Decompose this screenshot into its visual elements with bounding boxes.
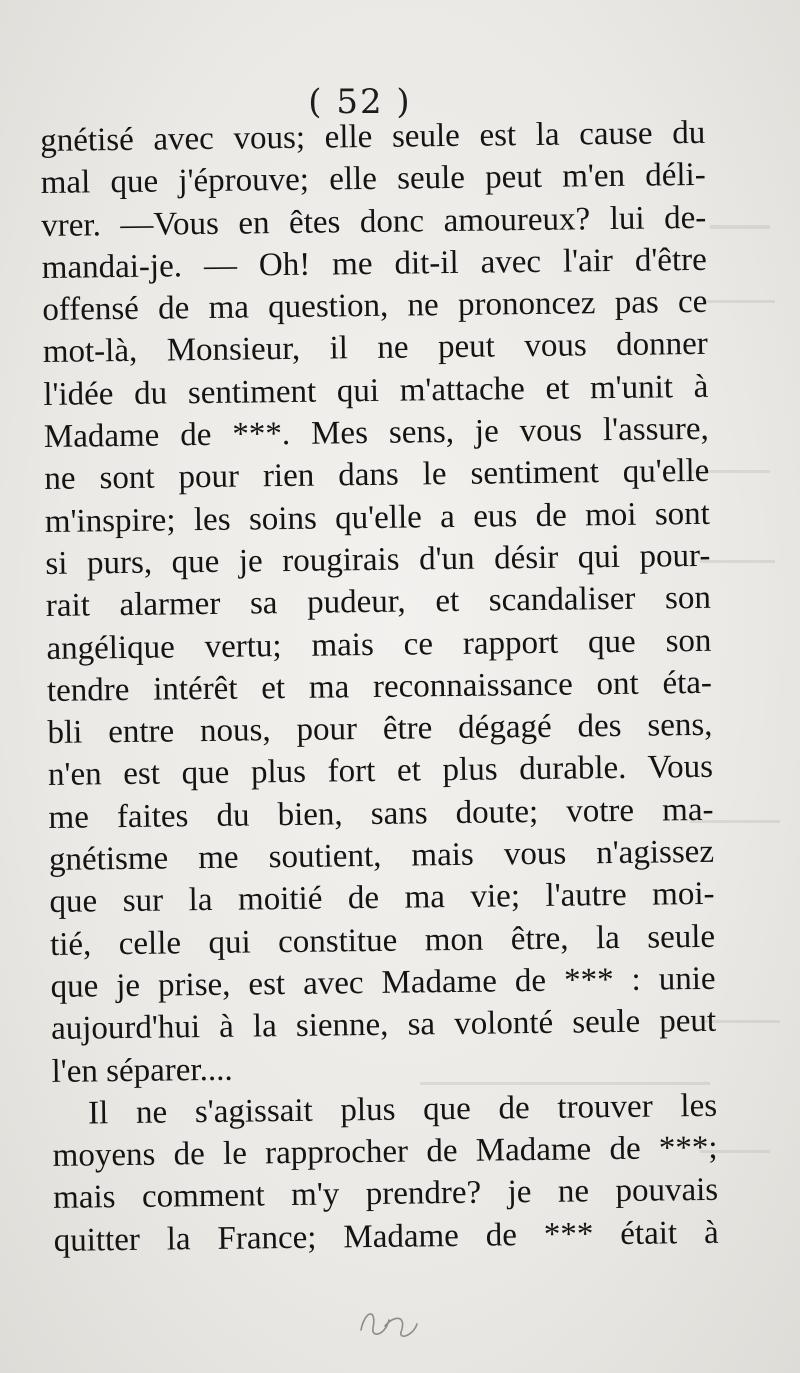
text-line: rait alarmer sa pudeur, et scandaliser son [45,580,712,625]
text-line: n'en est que plus fort et plus durable. Vous [47,749,714,794]
text-line: aujourd'hui à la sienne, sa volonté seule peut [50,1003,717,1048]
text-line: mal que j'éprouve; elle seule peut m'en déli- [40,157,706,202]
pencil-scribble-mark [355,1300,425,1345]
paragraph-start-line: Il ne s'agissait plus que de trouver les [87,1087,718,1132]
text-line: m'inspire; les soins qu'elle a eus de moi sont [44,495,711,540]
text-line: tendre intérêt et ma reconnaissance ont éta- [46,664,713,709]
text-line: Madame de ***. Mes sens, je vous l'assure, [43,410,710,456]
body-text [40,112,719,1262]
text-line: angélique vertu; mais ce rapport que son [46,622,712,667]
text-line: si purs, que je rougirais d'un désir qui pour- [45,537,711,582]
text-line: mot-là, Monsieur, il ne peut vous donner [42,326,709,371]
text-line: mandai-je. — Oh! me dit-il avec l'air d'être [41,241,707,286]
text-line: l'idée du sentiment qui m'attache et m'unit à [43,368,709,413]
text-line: vrer. —Vous en êtes donc amoureux? lui de- [41,199,707,244]
text-line: gnétisé avec vous; elle seule est la cause du [40,114,706,159]
text-line: moyens de le rapprocher de Madame de ***; [52,1129,718,1175]
text-line: me faites du bien, sans doute; votre ma- [48,791,714,836]
text-line: gnétisme me soutient, mais vous n'agissez [48,833,715,878]
text-line: ne sont pour rien dans le sentiment qu'elle [44,453,710,498]
paragraph-end-line: l'en séparer.... [51,1051,233,1090]
text-line: mais comment m'y prendre? je ne pouvais [52,1172,719,1217]
text-line: que sur la moitié de ma vie; l'autre moi- [49,876,715,921]
text-line: tié, celle qui constitue mon être, la seule [49,918,716,963]
text-line: offensé de ma question, ne prononcez pas ce [42,284,708,329]
text-line: que je prise, est avec Madame de *** : unie [50,960,716,1005]
page-number: ( 52 ) [308,82,412,122]
text-line: quitter la France; Madame de *** était à [53,1214,719,1259]
text-line: bli entre nous, pour être dégagé des sens, [47,706,713,752]
